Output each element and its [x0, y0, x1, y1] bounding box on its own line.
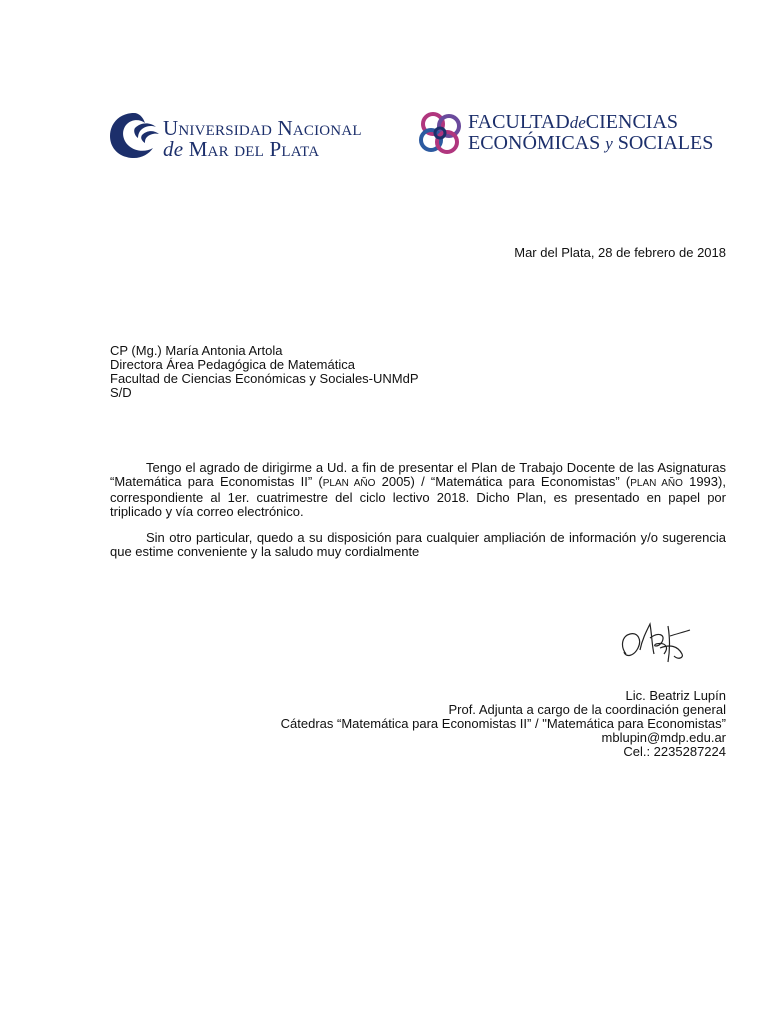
- signer-position: Prof. Adjunta a cargo de la coordinación general: [448, 702, 726, 717]
- unmdp-logo: [108, 110, 383, 160]
- paragraph1-part3: 1993), correspondiente al 1er. cuatrimestre del ciclo lectivo 2018. Dicho Plan, es presentado en papel por triplicado y vía correo electrónico.: [110, 474, 726, 519]
- paragraph1-part2: 2005) / “Matemática para Economistas” (: [375, 474, 631, 489]
- interlocking-rings-icon: [415, 108, 467, 160]
- wave-crest-icon: [108, 110, 160, 160]
- letter-date: Mar del Plata, 28 de febrero de 2018: [514, 245, 726, 260]
- fces-logo-line1: [468, 111, 678, 134]
- body-paragraph-2: Sin otro particular, quedo a su disposición para cualquier ampliación de información y/o sugerencia que estime conveniente y la saludo muy cordialmente: [110, 530, 726, 559]
- unmdp-logo-city: Mar del Plata: [188, 137, 320, 161]
- handwritten-signature-icon: [612, 614, 696, 674]
- paragraph1-plan-b: PLAN AÑO: [630, 478, 683, 489]
- fces-ciencias: CIENCIAS: [585, 111, 679, 133]
- signer-phone: Cel.: 2235287224: [623, 744, 726, 759]
- sign-block: [281, 689, 726, 759]
- body-paragraph-1: [110, 461, 726, 519]
- fces-de: de: [569, 113, 586, 132]
- paragraph1-plan-a: PLAN AÑO: [322, 478, 376, 489]
- fces-sociales: SOCIALES: [617, 132, 714, 154]
- fces-logo-line2: [468, 132, 713, 155]
- fces-economicas: ECONÓMICAS: [468, 132, 601, 154]
- unmdp-logo-de: de: [163, 137, 184, 161]
- signer-name: Lic. Beatriz Lupín: [625, 688, 726, 703]
- fces-y: y: [605, 134, 613, 153]
- recipient-name: CP (Mg.) María Antonia Artola: [110, 343, 283, 358]
- recipient-title: Directora Área Pedagógica de Matemática: [110, 357, 355, 372]
- signer-email: mblupin@mdp.edu.ar: [601, 730, 726, 745]
- recipient-block: [110, 344, 419, 400]
- fces-logo: [415, 108, 730, 160]
- signer-chairs: Cátedras “Matemática para Economistas II” / "Matemática para Economistas”: [280, 716, 726, 731]
- fces-facultad: FACULTAD: [468, 111, 570, 133]
- paragraph1-part1: Tengo el agrado de dirigirme a Ud. a fin de presentar el Plan de Trabajo Docente de las Asignaturas “Matemática para Economistas II” (: [110, 460, 726, 489]
- unmdp-logo-line1: Universidad Nacional: [163, 116, 362, 140]
- unmdp-logo-line2: [163, 137, 319, 162]
- recipient-sd: S/D: [110, 385, 132, 400]
- recipient-institution: Facultad de Ciencias Económicas y Sociales-UNMdP: [110, 371, 419, 386]
